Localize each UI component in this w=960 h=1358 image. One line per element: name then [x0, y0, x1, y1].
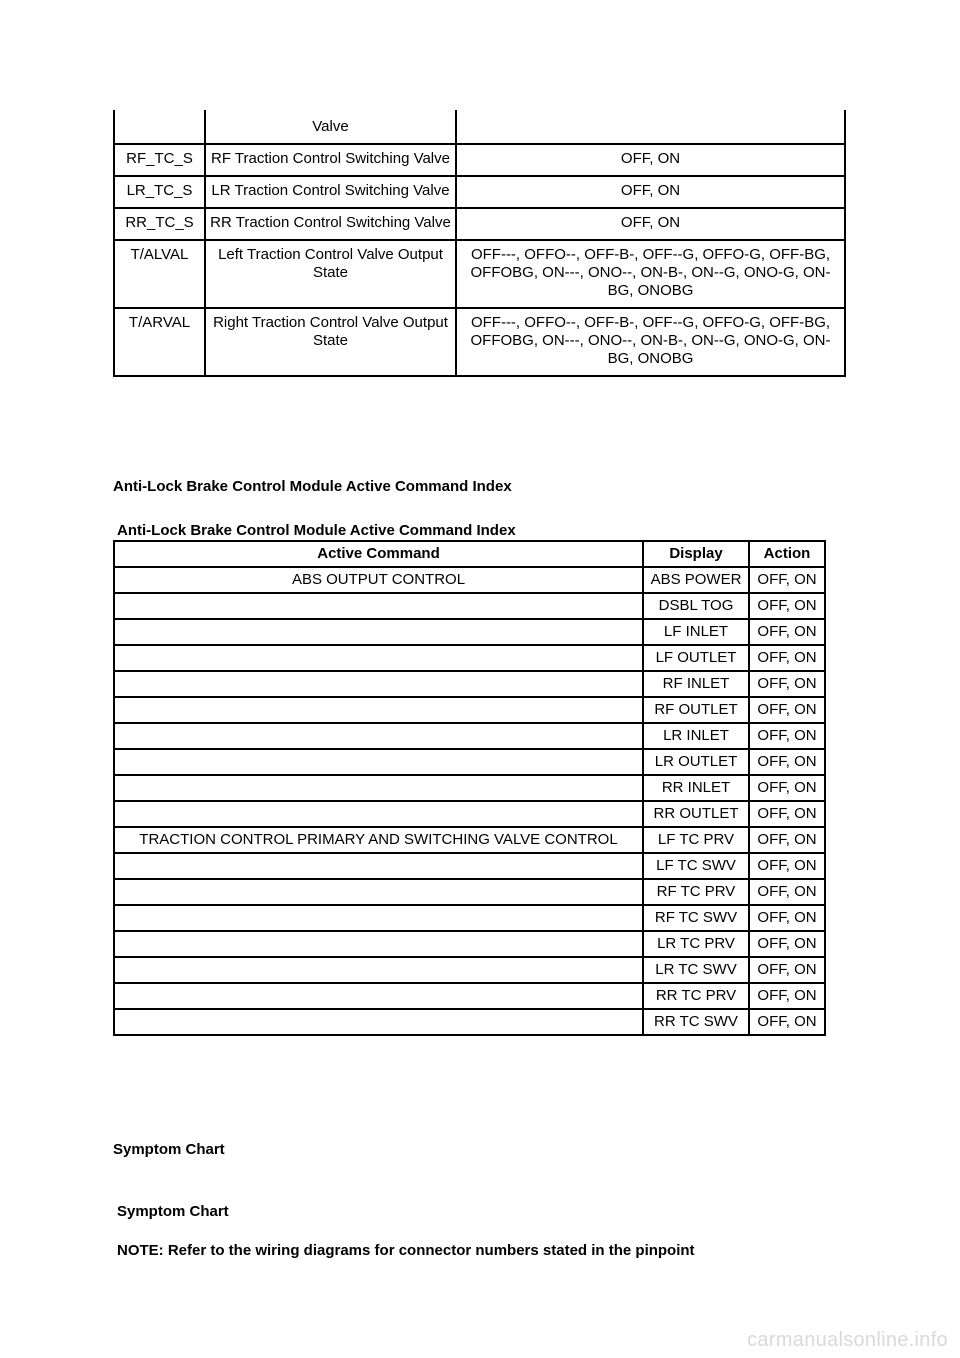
cell-display: LF INLET — [643, 619, 749, 645]
table-row — [114, 749, 825, 775]
cell-display: LR TC PRV — [643, 931, 749, 957]
cell-command — [114, 983, 643, 1009]
table-row — [114, 308, 845, 376]
cell-action: OFF, ON — [749, 879, 825, 905]
cell-action: OFF, ON — [749, 619, 825, 645]
table-row — [114, 697, 825, 723]
cell-action: OFF, ON — [749, 775, 825, 801]
table-row — [114, 144, 845, 176]
header-active-command: Active Command — [114, 541, 643, 567]
table-row — [114, 240, 845, 308]
cell-display: LR TC SWV — [643, 957, 749, 983]
active-command-caption: Anti-Lock Brake Control Module Active Command Index — [117, 522, 516, 539]
table-row — [114, 723, 825, 749]
cell-display: RF INLET — [643, 671, 749, 697]
header-display: Display — [643, 541, 749, 567]
cell-display: LF TC SWV — [643, 853, 749, 879]
cell-values: OFF---, OFFO--, OFF-B-, OFF--G, OFFO-G, OFF-BG, OFFOBG, ON---, ONO--, ON-B-, ON--G, ONO-G, ON-BG, ONOBG — [456, 308, 845, 376]
active-command-table — [113, 540, 826, 1036]
table-row — [114, 593, 825, 619]
cell-description: Left Traction Control Valve Output State — [205, 240, 456, 308]
table-row — [114, 853, 825, 879]
cell-command — [114, 697, 643, 723]
cell-description: RF Traction Control Switching Valve — [205, 144, 456, 176]
cell-display: RF TC SWV — [643, 905, 749, 931]
table-row — [114, 905, 825, 931]
table-row — [114, 645, 825, 671]
cell-display: ABS POWER — [643, 567, 749, 593]
cell-command — [114, 645, 643, 671]
cell-action: OFF, ON — [749, 593, 825, 619]
table-row — [114, 931, 825, 957]
cell-action: OFF, ON — [749, 671, 825, 697]
cell-values: OFF, ON — [456, 176, 845, 208]
cell-action: OFF, ON — [749, 645, 825, 671]
cell-action: OFF, ON — [749, 957, 825, 983]
table-row — [114, 176, 845, 208]
cell-action: OFF, ON — [749, 853, 825, 879]
pid-table — [113, 110, 846, 377]
cell-pid: RR_TC_S — [114, 208, 205, 240]
table-row — [114, 671, 825, 697]
symptom-chart-caption: Symptom Chart — [117, 1203, 229, 1220]
cell-command: ABS OUTPUT CONTROL — [114, 567, 643, 593]
cell-pid: LR_TC_S — [114, 176, 205, 208]
cell-action: OFF, ON — [749, 905, 825, 931]
table-row — [114, 801, 825, 827]
cell-command — [114, 775, 643, 801]
cell-values: OFF---, OFFO--, OFF-B-, OFF--G, OFFO-G, OFF-BG, OFFOBG, ON---, ONO--, ON-B-, ON--G, ONO-G, ON-BG, ONOBG — [456, 240, 845, 308]
table-row — [114, 827, 825, 853]
cell-command — [114, 1009, 643, 1035]
cell-action: OFF, ON — [749, 983, 825, 1009]
cell-command — [114, 723, 643, 749]
watermark: carmanualsonline.info — [747, 1329, 948, 1351]
cell-action: OFF, ON — [749, 697, 825, 723]
cell-action: OFF, ON — [749, 801, 825, 827]
cell-action: OFF, ON — [749, 827, 825, 853]
cell-description: Right Traction Control Valve Output State — [205, 308, 456, 376]
symptom-chart-heading: Symptom Chart — [113, 1141, 225, 1158]
cell-action: OFF, ON — [749, 567, 825, 593]
cell-display: LF TC PRV — [643, 827, 749, 853]
cell-description: RR Traction Control Switching Valve — [205, 208, 456, 240]
table-row — [114, 775, 825, 801]
cell-display: DSBL TOG — [643, 593, 749, 619]
cell-values: OFF, ON — [456, 208, 845, 240]
table-row — [114, 619, 825, 645]
cell-display: RR TC SWV — [643, 1009, 749, 1035]
cell-pid: T/ARVAL — [114, 308, 205, 376]
table-row — [114, 567, 825, 593]
cell-action: OFF, ON — [749, 931, 825, 957]
table-row — [114, 957, 825, 983]
cell-command: TRACTION CONTROL PRIMARY AND SWITCHING VALVE CONTROL — [114, 827, 643, 853]
cell-display: LF OUTLET — [643, 645, 749, 671]
table-row — [114, 208, 845, 240]
cell-command — [114, 801, 643, 827]
table-row — [114, 1009, 825, 1035]
cell-values: OFF, ON — [456, 144, 845, 176]
cell-action: OFF, ON — [749, 723, 825, 749]
table-row — [114, 983, 825, 1009]
cell-display: LR OUTLET — [643, 749, 749, 775]
table-row — [114, 879, 825, 905]
cell-action: OFF, ON — [749, 1009, 825, 1035]
cell-display: RR INLET — [643, 775, 749, 801]
cell-command — [114, 853, 643, 879]
cell-command — [114, 749, 643, 775]
cell-command — [114, 619, 643, 645]
symptom-note: NOTE: Refer to the wiring diagrams for connector numbers stated in the pinpoint — [117, 1242, 695, 1259]
cell-display: RF TC PRV — [643, 879, 749, 905]
cell-pid: RF_TC_S — [114, 144, 205, 176]
cell-description: Valve — [205, 110, 456, 144]
cell-display: LR INLET — [643, 723, 749, 749]
cell-display: RR OUTLET — [643, 801, 749, 827]
cell-action: OFF, ON — [749, 749, 825, 775]
cell-display: RR TC PRV — [643, 983, 749, 1009]
cell-command — [114, 879, 643, 905]
cell-values — [456, 110, 845, 144]
cell-command — [114, 957, 643, 983]
table-row — [114, 110, 845, 144]
active-command-heading: Anti-Lock Brake Control Module Active Command Index — [113, 478, 512, 495]
header-action: Action — [749, 541, 825, 567]
cell-pid — [114, 110, 205, 144]
cell-display: RF OUTLET — [643, 697, 749, 723]
cell-command — [114, 593, 643, 619]
cell-command — [114, 931, 643, 957]
cell-command — [114, 905, 643, 931]
cell-pid: T/ALVAL — [114, 240, 205, 308]
table-header-row — [114, 541, 825, 567]
cell-command — [114, 671, 643, 697]
cell-description: LR Traction Control Switching Valve — [205, 176, 456, 208]
